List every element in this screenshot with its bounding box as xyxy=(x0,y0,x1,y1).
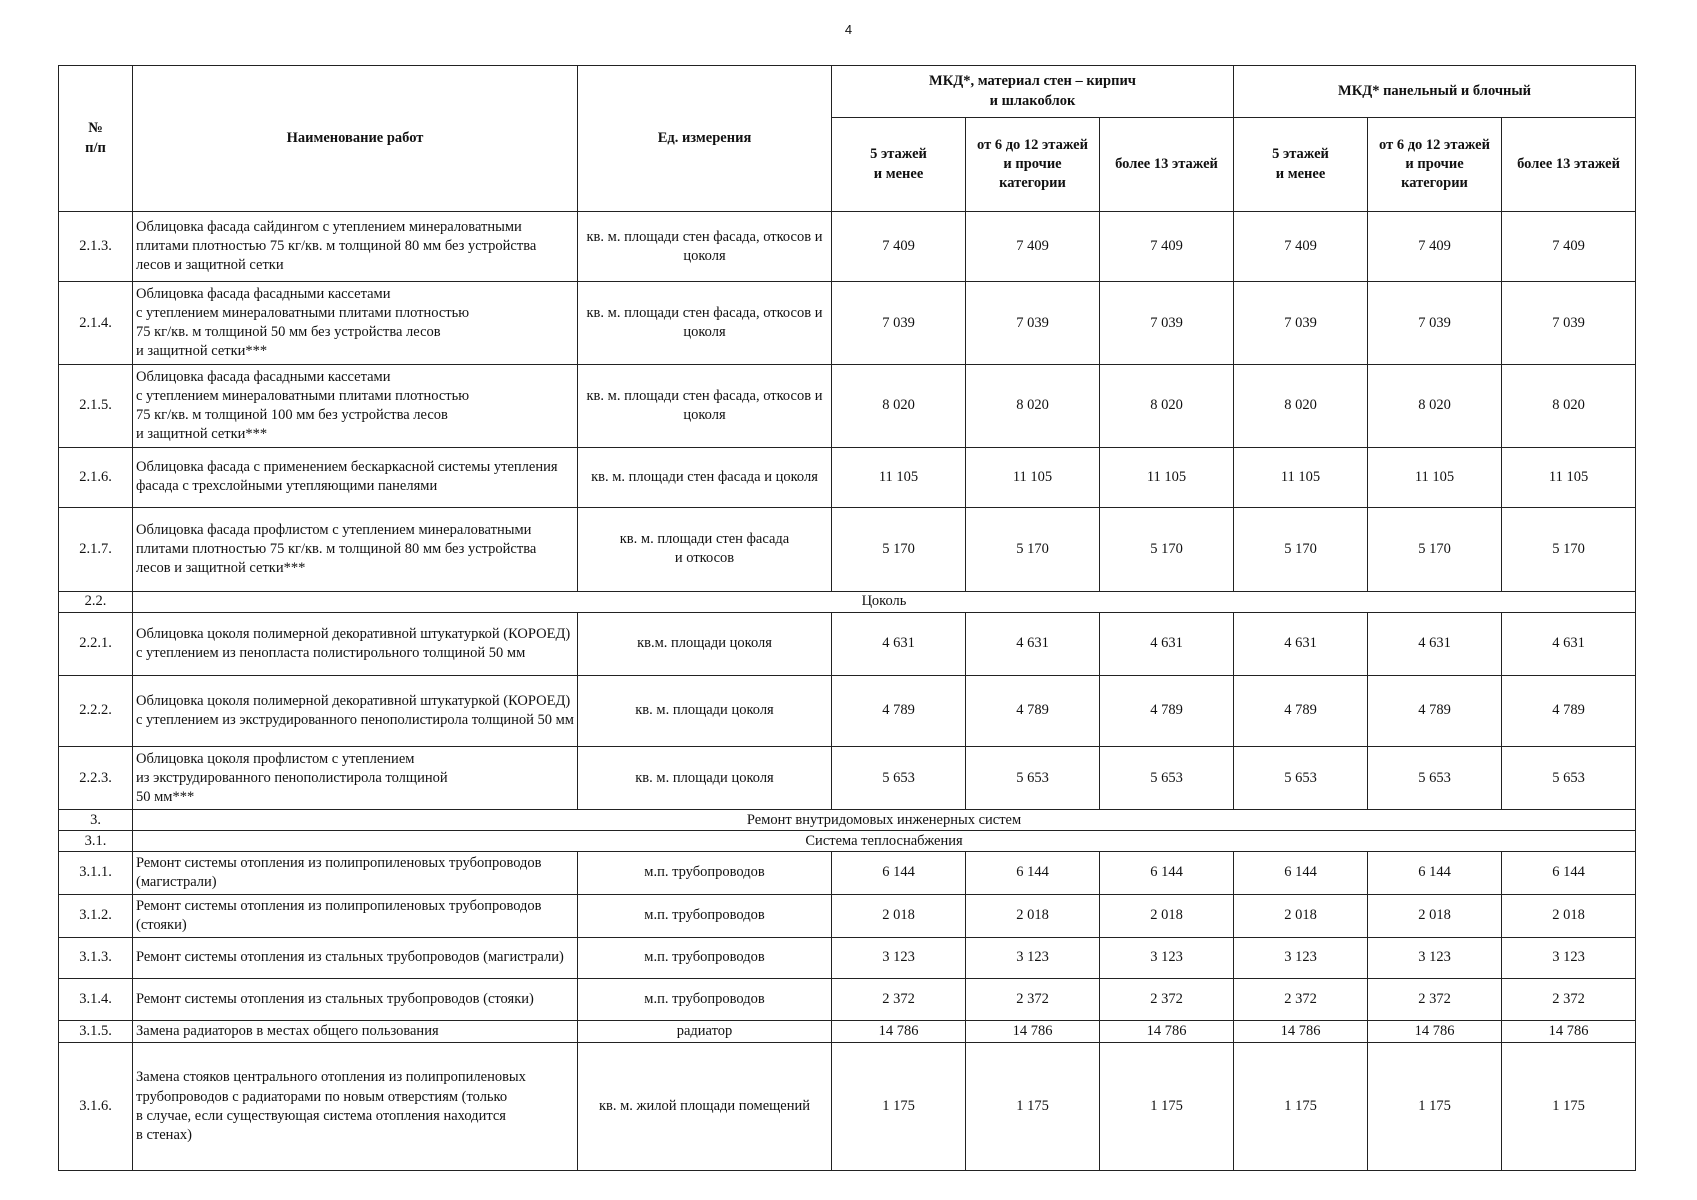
cost-value: 4 789 xyxy=(1368,675,1502,746)
cost-value: 2 018 xyxy=(832,894,966,937)
work-name: Облицовка фасада сайдингом с утеплением минераловатными плитами плотностью 75 кг/кв. м толщиной 80 мм без устройства лесов и защитной сетки xyxy=(133,212,578,282)
work-name: Облицовка фасада фасадными кассетами с утеплением минераловатными плитами плотностью 75 кг/кв. м толщиной 50 мм без устройства лесов и защитной сетки*** xyxy=(133,282,578,364)
cost-value: 7 039 xyxy=(832,282,966,364)
row-number: 2.2.2. xyxy=(59,675,133,746)
cost-value: 8 020 xyxy=(1368,364,1502,447)
cost-value: 6 144 xyxy=(1502,852,1636,895)
cost-value: 8 020 xyxy=(1502,364,1636,447)
unit-of-measure: кв. м. площади стен фасада, откосов и цоколя xyxy=(578,212,832,282)
cost-value: 7 409 xyxy=(1368,212,1502,282)
header-sub-6 xyxy=(1502,118,1636,212)
cost-value: 2 018 xyxy=(1502,894,1636,937)
header-sub-4 xyxy=(1234,118,1368,212)
table-row xyxy=(59,675,1636,746)
cost-value: 4 631 xyxy=(1368,612,1502,675)
cost-value: 6 144 xyxy=(966,852,1100,895)
cost-value: 4 789 xyxy=(1502,675,1636,746)
cost-value: 3 123 xyxy=(1100,937,1234,978)
work-name: Ремонт системы отопления из полипропиленовых трубопроводов (магистрали) xyxy=(133,852,578,895)
cost-value: 5 653 xyxy=(1502,747,1636,810)
cost-value: 4 631 xyxy=(832,612,966,675)
section-title: Система теплоснабжения xyxy=(133,831,1636,852)
table-row xyxy=(59,1020,1636,1043)
cost-value: 2 372 xyxy=(1502,979,1636,1020)
cost-value: 7 039 xyxy=(966,282,1100,364)
row-number: 3.1.3. xyxy=(59,937,133,978)
header-sub-5 xyxy=(1368,118,1502,212)
work-name: Облицовка цоколя полимерной декоративной штукатуркой (КОРОЕД) с утеплением из экструдированного пенополистирола толщиной 50 мм xyxy=(133,675,578,746)
cost-value: 4 789 xyxy=(1100,675,1234,746)
cost-value: 3 123 xyxy=(832,937,966,978)
cost-value: 4 789 xyxy=(1234,675,1368,746)
table-row xyxy=(59,894,1636,937)
header-sub-label: более 13 этажей xyxy=(1115,155,1218,172)
cost-value: 7 039 xyxy=(1502,282,1636,364)
cost-value: 1 175 xyxy=(1368,1043,1502,1171)
section-title: Цоколь xyxy=(133,591,1636,612)
table-row xyxy=(59,979,1636,1020)
cost-value: 5 170 xyxy=(1100,507,1234,591)
row-number: 2.1.4. xyxy=(59,282,133,364)
table-row xyxy=(59,282,1636,364)
header-sub-3 xyxy=(1100,118,1234,212)
table-row xyxy=(59,364,1636,447)
table-row xyxy=(59,612,1636,675)
cost-value: 6 144 xyxy=(1100,852,1234,895)
cost-value: 3 123 xyxy=(1234,937,1368,978)
row-number: 3.1.6. xyxy=(59,1043,133,1171)
unit-of-measure: радиатор xyxy=(578,1020,832,1043)
unit-of-measure: кв. м. площади стен фасада, откосов и цоколя xyxy=(578,364,832,447)
rates-table xyxy=(58,65,1636,1171)
cost-value: 2 372 xyxy=(832,979,966,1020)
cost-value: 3 123 xyxy=(1368,937,1502,978)
section-row xyxy=(59,831,1636,852)
work-name: Облицовка фасада фасадными кассетами с утеплением минераловатными плитами плотностью 75 кг/кв. м толщиной 100 мм без устройства лесов и защитной сетки*** xyxy=(133,364,578,447)
header-number xyxy=(59,66,133,212)
work-name: Облицовка цоколя полимерной декоративной штукатуркой (КОРОЕД) с утеплением из пенопласта полистирольного толщиной 50 мм xyxy=(133,612,578,675)
table-row xyxy=(59,747,1636,810)
cost-value: 7 409 xyxy=(1100,212,1234,282)
cost-value: 5 170 xyxy=(832,507,966,591)
cost-value: 14 786 xyxy=(1502,1020,1636,1043)
cost-value: 14 786 xyxy=(1234,1020,1368,1043)
work-name: Облицовка цоколя профлистом с утеплением из экструдированного пенополистирола толщиной 50 мм*** xyxy=(133,747,578,810)
cost-value: 5 653 xyxy=(1234,747,1368,810)
cost-value: 11 105 xyxy=(1100,447,1234,507)
row-number: 2.1.5. xyxy=(59,364,133,447)
cost-value: 14 786 xyxy=(1100,1020,1234,1043)
section-number: 3. xyxy=(59,810,133,831)
table-row xyxy=(59,1043,1636,1171)
cost-value: 7 039 xyxy=(1368,282,1502,364)
row-number: 3.1.1. xyxy=(59,852,133,895)
header-sub-2 xyxy=(966,118,1100,212)
table-row xyxy=(59,212,1636,282)
section-row xyxy=(59,591,1636,612)
row-number: 3.1.2. xyxy=(59,894,133,937)
cost-value: 8 020 xyxy=(1234,364,1368,447)
header-sub-label: от 6 до 12 этажей и прочие категории xyxy=(1379,136,1490,192)
cost-value: 1 175 xyxy=(832,1043,966,1171)
header-sub-label: 5 этажей и менее xyxy=(870,146,927,182)
unit-of-measure: кв.м. площади цоколя xyxy=(578,612,832,675)
cost-value: 14 786 xyxy=(966,1020,1100,1043)
cost-value: 4 631 xyxy=(1502,612,1636,675)
cost-value: 4 631 xyxy=(1100,612,1234,675)
cost-value: 5 170 xyxy=(1502,507,1636,591)
table-body xyxy=(59,212,1636,1171)
cost-value: 1 175 xyxy=(1100,1043,1234,1171)
cost-value: 7 039 xyxy=(1234,282,1368,364)
cost-value: 11 105 xyxy=(966,447,1100,507)
unit-of-measure: м.п. трубопроводов xyxy=(578,979,832,1020)
header-number-label: № п/п xyxy=(85,120,106,156)
cost-value: 14 786 xyxy=(1368,1020,1502,1043)
header-sub-1 xyxy=(832,118,966,212)
work-name: Замена стояков центрального отопления из полипропиленовых трубопроводов с радиаторами по новым отверстиям (только в случае, если существующая система отопления находится в стенах) xyxy=(133,1043,578,1171)
cost-value: 11 105 xyxy=(1234,447,1368,507)
row-number: 3.1.4. xyxy=(59,979,133,1020)
row-number: 2.2.3. xyxy=(59,747,133,810)
table-row xyxy=(59,852,1636,895)
section-row xyxy=(59,810,1636,831)
cost-value: 2 372 xyxy=(1234,979,1368,1020)
cost-value: 5 653 xyxy=(1368,747,1502,810)
unit-of-measure: кв. м. жилой площади помещений xyxy=(578,1043,832,1171)
unit-of-measure: м.п. трубопроводов xyxy=(578,937,832,978)
cost-value: 7 409 xyxy=(1234,212,1368,282)
cost-value: 4 631 xyxy=(966,612,1100,675)
cost-value: 8 020 xyxy=(1100,364,1234,447)
cost-value: 2 372 xyxy=(1368,979,1502,1020)
work-name: Облицовка фасада профлистом с утеплением минераловатными плитами плотностью 75 кг/кв. м толщиной 80 мм без устройства лесов и защитной сетки*** xyxy=(133,507,578,591)
header-group-panel: МКД* панельный и блочный xyxy=(1234,66,1636,118)
unit-of-measure: кв. м. площади стен фасада и цоколя xyxy=(578,447,832,507)
header-work-name: Наименование работ xyxy=(133,66,578,212)
cost-value: 1 175 xyxy=(1502,1043,1636,1171)
cost-value: 11 105 xyxy=(832,447,966,507)
cost-value: 8 020 xyxy=(966,364,1100,447)
header-sub-label: от 6 до 12 этажей и прочие категории xyxy=(977,136,1088,192)
cost-value: 2 372 xyxy=(1100,979,1234,1020)
work-name: Замена радиаторов в местах общего пользования xyxy=(133,1020,578,1043)
cost-value: 14 786 xyxy=(832,1020,966,1043)
row-number: 2.1.7. xyxy=(59,507,133,591)
row-number: 2.2.1. xyxy=(59,612,133,675)
unit-of-measure: кв. м. площади стен фасада и откосов xyxy=(578,507,832,591)
unit-of-measure: кв. м. площади цоколя xyxy=(578,675,832,746)
cost-value: 1 175 xyxy=(1234,1043,1368,1171)
cost-value: 4 789 xyxy=(832,675,966,746)
cost-value: 2 018 xyxy=(966,894,1100,937)
section-number: 2.2. xyxy=(59,591,133,612)
cost-value: 3 123 xyxy=(1502,937,1636,978)
work-name: Ремонт системы отопления из стальных трубопроводов (магистрали) xyxy=(133,937,578,978)
work-name: Ремонт системы отопления из полипропиленовых трубопроводов (стояки) xyxy=(133,894,578,937)
header-unit: Ед. измерения xyxy=(578,66,832,212)
work-name: Ремонт системы отопления из стальных трубопроводов (стояки) xyxy=(133,979,578,1020)
cost-value: 5 170 xyxy=(1368,507,1502,591)
row-number: 3.1.5. xyxy=(59,1020,133,1043)
cost-value: 5 170 xyxy=(966,507,1100,591)
cost-value: 2 018 xyxy=(1368,894,1502,937)
cost-value: 2 018 xyxy=(1100,894,1234,937)
table-row xyxy=(59,447,1636,507)
page-number: 4 xyxy=(844,22,853,37)
cost-value: 11 105 xyxy=(1502,447,1636,507)
cost-value: 7 039 xyxy=(1100,282,1234,364)
unit-of-measure: м.п. трубопроводов xyxy=(578,852,832,895)
table-row xyxy=(59,507,1636,591)
cost-value: 5 170 xyxy=(1234,507,1368,591)
cost-value: 3 123 xyxy=(966,937,1100,978)
row-number: 2.1.3. xyxy=(59,212,133,282)
unit-of-measure: м.п. трубопроводов xyxy=(578,894,832,937)
cost-value: 6 144 xyxy=(1368,852,1502,895)
header-sub-label: более 13 этажей xyxy=(1517,155,1620,172)
row-number: 2.1.6. xyxy=(59,447,133,507)
cost-value: 7 409 xyxy=(832,212,966,282)
cost-value: 4 789 xyxy=(966,675,1100,746)
unit-of-measure: кв. м. площади цоколя xyxy=(578,747,832,810)
table-row xyxy=(59,937,1636,978)
section-title: Ремонт внутридомовых инженерных систем xyxy=(133,810,1636,831)
header-group-brick xyxy=(832,66,1234,118)
cost-value: 8 020 xyxy=(832,364,966,447)
cost-value: 11 105 xyxy=(1368,447,1502,507)
cost-value: 5 653 xyxy=(966,747,1100,810)
cost-value: 6 144 xyxy=(1234,852,1368,895)
unit-of-measure: кв. м. площади стен фасада, откосов и цоколя xyxy=(578,282,832,364)
work-name: Облицовка фасада с применением бескаркасной системы утепления фасада с трехслойными утепляющими панелями xyxy=(133,447,578,507)
header-sub-label: 5 этажей и менее xyxy=(1272,146,1329,182)
cost-value: 7 409 xyxy=(966,212,1100,282)
cost-value: 1 175 xyxy=(966,1043,1100,1171)
cost-value: 2 018 xyxy=(1234,894,1368,937)
cost-value: 2 372 xyxy=(966,979,1100,1020)
cost-value: 7 409 xyxy=(1502,212,1636,282)
section-number: 3.1. xyxy=(59,831,133,852)
cost-value: 4 631 xyxy=(1234,612,1368,675)
cost-value: 6 144 xyxy=(832,852,966,895)
cost-value: 5 653 xyxy=(832,747,966,810)
cost-value: 5 653 xyxy=(1100,747,1234,810)
header-group-brick-label: МКД*, материал стен – кирпич и шлакоблок xyxy=(929,73,1136,109)
